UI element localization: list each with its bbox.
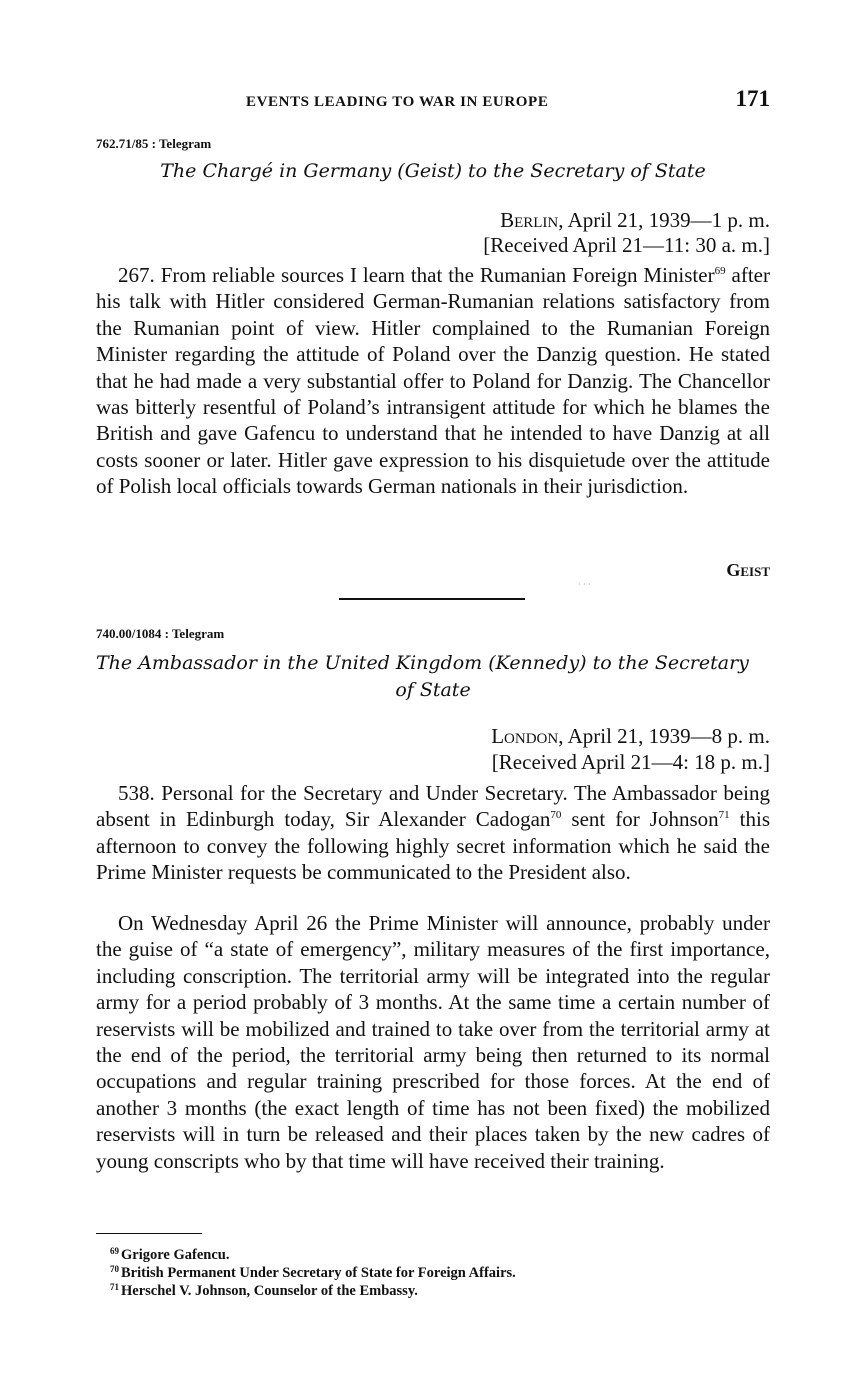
paragraph-text: after his talk with Hitler considered German-Rumanian relations satisfactory from the Rumanian point of view. Hitler complained to the Rumanian Foreign Minister regarding the attitude of Poland over the Danzig question. He stated that he had made a very substantial offer to Poland for Danzig. The Chancellor was bitterly resentful of Poland’s intransigent attitude for which he blames the British and gave Gafencu to understand that he intended to have Danzig at all costs sooner or later. Hitler gave expression to his disquietude over the attitude of Polish local officials towards German nationals in their jurisdiction.: [96, 263, 770, 499]
signature: Geist: [726, 560, 770, 580]
footnote-70: $^{70}$ British Permanent Under Secretary of State for Foreign Affairs.: [110, 1264, 516, 1281]
dateline-place: Berlin: [500, 208, 559, 232]
section-divider: [339, 598, 525, 600]
dateline-2: [491, 724, 770, 749]
paragraph-text: this afternoon to convey the following highly secret information which he said the Prime Minister requests be communicated to the President also.: [96, 807, 770, 885]
paragraph-text: sent for Johnson: [561, 807, 719, 832]
dateline-place: London: [491, 724, 559, 748]
received-note-2: [Received April 21—4: 18 p. m.]: [491, 750, 770, 774]
footnote-ref[interactable]: 69: [714, 265, 726, 277]
running-head: [96, 88, 770, 118]
dateline-date: , April 21, 1939—1 p. m.: [558, 208, 770, 232]
paragraph-conscription: [96, 910, 770, 1174]
footnote-rule: [96, 1233, 202, 1234]
paragraph-267: [96, 262, 770, 500]
footnotes: [110, 1246, 770, 1300]
received-note-1: [Received April 21—11: 30 a. m.]: [483, 233, 770, 257]
file-reference-2: 740.00/1084 : Telegram: [96, 626, 225, 641]
dateline-date: , April 21, 1939—8 p. m.: [558, 724, 770, 748]
page-number: 171: [735, 86, 770, 111]
paragraph-text: Personal for the Secretary and Under Secretary. The Ambassador being absent in Edinburgh today, Sir Alexander Cadogan: [96, 781, 770, 832]
document-title-1: The Chargé in Germany (Geist) to the Secretary of State: [160, 160, 706, 182]
file-reference-1: 762.71/85 : Telegram: [96, 136, 212, 151]
paragraph-538: [96, 780, 770, 886]
document-title-2-line1: The Ambassador in the United Kingdom (Kennedy) to the Secretary: [96, 652, 749, 674]
document-title-2-line2: of State: [395, 679, 471, 701]
telegram-number: 538.: [118, 781, 155, 805]
footnote-ref[interactable]: 71: [718, 809, 730, 822]
scan-speck: · · ·: [578, 580, 591, 589]
paragraph-text: On Wednesday April 26 the Prime Minister will announce, probably under the guise of “a state of emergency”, military measures of the first importance, including conscription. The territorial army will be integrated into the regular army for a period probably of 3 months. At the same time a certain number of reservists will be mobilized and trained to take over from the territorial army at the end of the period, the territorial army being then returned to its normal occupations and regular training prescribed for those forces. At the end of another 3 months (the exact length of time has not been fixed) the mobilized reservists will in turn be released and their places taken by the new cadres of young conscripts who by that time will have received their training.: [96, 911, 770, 1173]
paragraph-text: From reliable sources I learn that the Rumanian Foreign Minister: [154, 263, 715, 287]
running-title: EVENTS LEADING TO WAR IN EUROPE: [246, 94, 549, 110]
dateline-1: [500, 208, 770, 233]
footnote-71: $^{71}$ Herschel V. Johnson, Counselor of the Embassy.: [110, 1282, 418, 1299]
telegram-number: 267.: [118, 263, 155, 287]
footnote-69: $^{69}$ Grigore Gafencu.: [110, 1246, 230, 1263]
footnote-ref[interactable]: 70: [550, 809, 562, 822]
